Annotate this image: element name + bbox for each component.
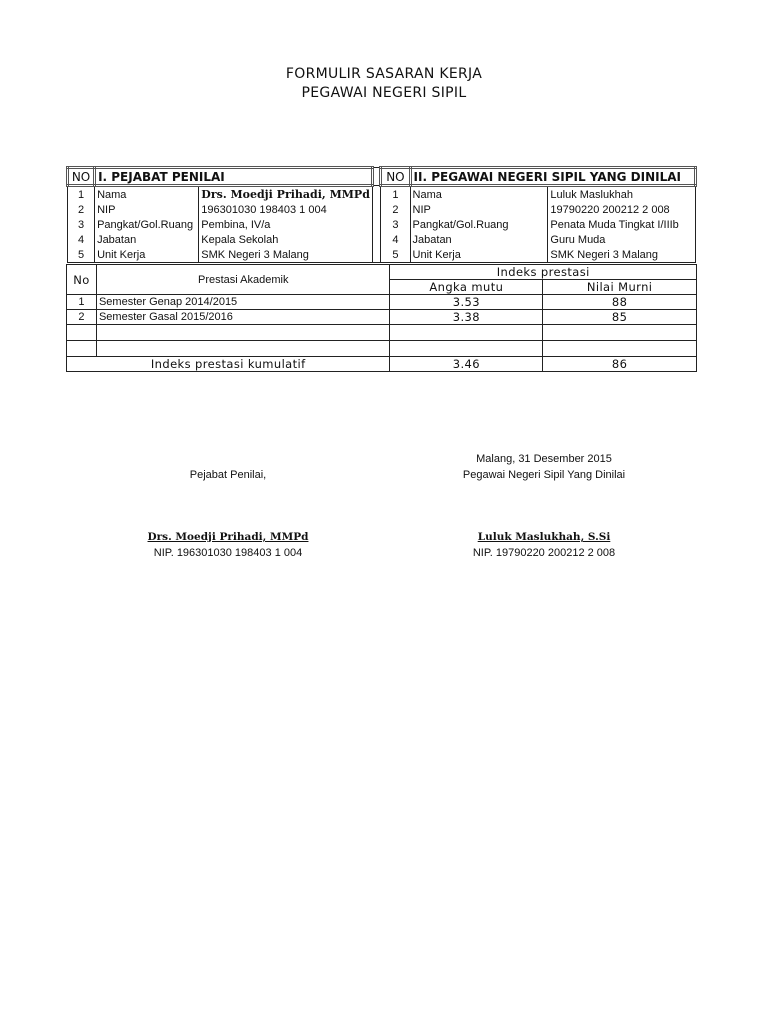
row-no-right: 1 [381,186,410,203]
row-no: 3 [68,217,95,232]
form-title: FORMULIR SASARAN KERJA [285,66,483,82]
header-pejabat-penilai: I. PEJABAT PENILAI [95,168,373,186]
pegawai-dinilai-nip: NIP. 19790220 200212 2 008 [472,547,616,559]
performance-table [66,264,697,372]
row-right-value: Penata Muda Tingkat I/IIIb [548,217,696,232]
perf-no-header: No [67,265,97,295]
header-no-left: NO [68,168,95,186]
row-left-value: Kepala Sekolah [199,232,373,247]
perf-row-label: Semester Gasal 2015/2016 [96,310,390,325]
kumulatif-label: Indeks prestasi kumulatif [67,357,390,372]
row-left-value: Drs. Moedji Prihadi, MMPd [199,186,373,203]
header-pegawai-dinilai: II. PEGAWAI NEGERI SIPIL YANG DINILAI [410,168,695,186]
row-label: Pangkat/Gol.Ruang [95,217,199,232]
prestasi-akademik-header: Prestasi Akademik [96,265,390,295]
perf-empty-row [67,341,697,357]
kumulatif-nilai: 86 [543,357,697,372]
row-right-value: 19790220 200212 2 008 [548,202,696,217]
row-label: Unit Kerja [95,247,199,263]
perf-row-angka: 3.53 [390,295,543,310]
identity-header-row [68,168,696,186]
identity-table [66,166,697,263]
perf-row-no: 2 [67,310,97,325]
row-no: 2 [68,202,95,217]
row-no-right: 5 [381,247,410,263]
row-no-right: 3 [381,217,410,232]
form-subtitle: PEGAWAI NEGERI SIPIL [301,85,467,101]
row-no-right: 4 [381,232,410,247]
identity-row [68,217,696,232]
row-label-right: Pangkat/Gol.Ruang [410,217,548,232]
row-no: 1 [68,186,95,203]
perf-row-nilai: 85 [543,310,697,325]
row-label: NIP [95,202,199,217]
perf-row [67,295,697,310]
pegawai-dinilai-title: Pegawai Negeri Sipil Yang Dinilai [462,469,626,481]
identity-row [68,232,696,247]
identity-row [68,247,696,263]
row-no: 4 [68,232,95,247]
indeks-prestasi-header: Indeks prestasi [390,265,697,280]
perf-row-label: Semester Genap 2014/2015 [96,295,390,310]
row-label-right: Jabatan [410,232,548,247]
perf-row-no: 1 [67,295,97,310]
row-label-right: NIP [410,202,548,217]
identity-row [68,202,696,217]
row-left-value: SMK Negeri 3 Malang [199,247,373,263]
row-label: Jabatan [95,232,199,247]
perf-row-nilai: 88 [543,295,697,310]
row-no-right: 2 [381,202,410,217]
perf-header-row [67,265,697,280]
perf-kumulatif-row [67,357,697,372]
nilai-murni-header: Nilai Murni [543,280,697,295]
row-left-value: Pembina, IV/a [199,217,373,232]
row-right-value: SMK Negeri 3 Malang [548,247,696,263]
perf-row-angka: 3.38 [390,310,543,325]
kumulatif-angka: 3.46 [390,357,543,372]
angka-mutu-header: Angka mutu [390,280,543,295]
pejabat-penilai-name: Drs. Moedji Prihadi, MMPd [147,531,309,543]
place-date: Malang, 31 Desember 2015 [476,453,612,465]
identity-row [68,186,696,203]
pejabat-penilai-title: Pejabat Penilai, [189,469,267,481]
row-label-right: Unit Kerja [410,247,548,263]
row-right-value: Luluk Maslukhah [548,186,696,203]
row-label-right: Nama [410,186,548,203]
perf-empty-row [67,325,697,341]
row-no: 5 [68,247,95,263]
perf-row [67,310,697,325]
row-right-value: Guru Muda [548,232,696,247]
header-no-right: NO [381,168,410,186]
row-left-value: 196301030 198403 1 004 [199,202,373,217]
pejabat-penilai-nip: NIP. 196301030 198403 1 004 [153,547,303,559]
header-gap [372,168,380,186]
pegawai-dinilai-name: Luluk Maslukhah, S.Si [477,531,611,543]
row-label: Nama [95,186,199,203]
